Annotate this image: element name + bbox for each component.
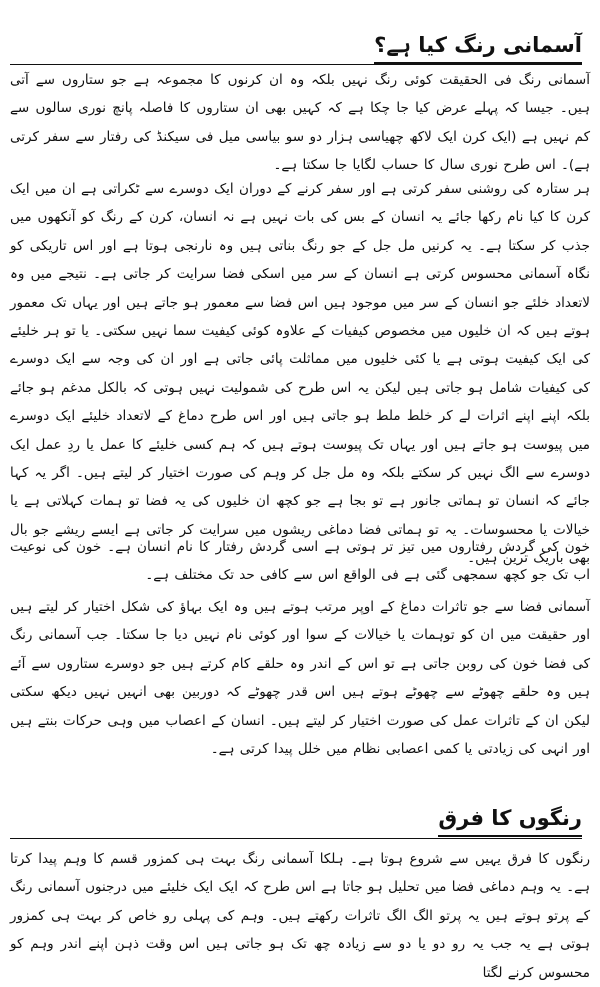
paragraph-3: خون کی گردش رفتاروں میں تیز تر ہوتی ہے اسی گردش رفتار کا نام انسان ہے۔ خون کی نوعیت اب تک جو کچھ سمجھی گئی ہے فی الواقع اس سے کافی حد تک مختلف ہے۔ xyxy=(10,539,590,584)
paragraph-4: آسمانی فضا سے جو تاثرات دماغ کے اوپر مرتب ہوتے ہیں وہ ایک بہاؤ کی شکل اختیار کر لیتے ہیں اور حقیقت میں ان کو توہمات یا خیالات کے سوا اور کوئی نام نہیں دیا جا سکتا۔ جب آسمانی رنگ کی فضا خون کی روبن جاتی ہے تو اس کے اندر وہ حلقے کام کرتے ہیں جو دوسرے ستاروں سے آئے ہیں وہ حلقے چھوٹے سے چھوٹے ہوتے ہیں اس قدر چھوٹے کہ دوربین بھی انہیں نہیں دیکھ سکتی لیکن ان کے تاثرات عمل کی صورت اختیار کر لیتے ہیں۔ انسان کے اعصاب میں وہی حرکات بنتے ہیں اور انہی کی زیادتی یا کمی اعصابی نظام میں خلل پیدا کرتی ہے۔ xyxy=(10,599,590,758)
section-heading-difference-of-colors: رنگوں کا فرق xyxy=(438,803,582,837)
heading-divider xyxy=(10,838,582,839)
paragraph-5: رنگوں کا فرق یہیں سے شروع ہوتا ہے۔ ہلکا آسمانی رنگ بہت ہی کمزور قسم کا وہم پیدا کرتا ہے۔ یہ وہم دماغی فضا میں تحلیل ہو جاتا ہے اس طرح کہ ایک ایک خلیئے میں درجنوں آسمانی رنگ کے پرتو ہوتے ہیں یہ پرتو الگ الگ تاثرات رکھتے ہیں۔ وہم کی پہلی رو خاص کر بہت ہی کمزور ہوتی ہے یہ جب یہ رو دو یا دو سے زیادہ چھ تک ہو جاتی ہیں اس وقت ذہن اپنے اندر وہم کو محسوس کرنے لگتا xyxy=(10,851,590,981)
paragraph-2: ہر ستارہ کی روشنی سفر کرتی ہے اور سفر کرنے کے دوران ایک دوسرے سے ٹکراتی ہے ان میں ایک کرن کا کیا نام رکھا جائے یہ انسان کے بس کی بات نہیں ہے نہ انسان، کرن کے رنگ کو آنکھوں میں جذب کر سکتا ہے۔ یہ کرنیں مل جل کے جو رنگ بناتی ہیں وہ نارنجی ہوتا ہے اور اس تاریکی کو نگاہ آسمانی محسوس کرتی ہے انسان کے سر میں اسکی فضا سرایت کر جاتی ہے۔ نتیجے میں وہ لاتعداد خلئے جو انسان کے سر میں موجود ہیں اس فضا سے معمور ہو جاتے ہیں اور یہاں تک معمور ہوتے ہیں کہ ان خلیوں میں مخصوص کیفیات کے علاوہ کوئی کیفیت سما نہیں سکتی۔ یا تو ہر خلیئے کی ایک کیفیت ہوتی ہے یا کئی خلیوں میں مماثلت پائی جاتی ہے اور ان کی وجہ سے ایک دوسرے کی کیفیات شامل ہو جاتی ہیں لیکن یہ اس طرح کی شمولیت نہیں ہوتی کہ بالکل مدغم ہو جائے بلکہ اپنے اپنے اثرات لے کر خلط ملط ہو جاتی ہیں اور اس طرح دماغ کے لاتعداد خلیئے ایک دوسرے میں پیوست ہو جاتے ہیں اور یہاں تک پیوست ہوتے ہیں کہ ہم کسی خلیئے کا عمل یا ردِ عمل ایک دوسرے سے الگ نہیں کر سکتے بلکہ وہ مل جل کر وہم کی صورت اختیار کر لیتے ہیں۔ اگر یہ کہا جائے کہ انسان تو ہماتی جانور ہے تو بجا ہے جو کچھ ان خلیوں کی یہ فضا تو ہمات کہلاتی ہے یا خیالات یا محسوسات۔ یہ تو ہماتی فضا دماغی ریشوں میں سرایت کر جاتی ہے ایسے ریشے جو بال بھی باریک ترین ہیں۔ xyxy=(10,181,590,567)
paragraph-1: آسمانی رنگ فی الحقیقت کوئی رنگ نہیں بلکہ وہ ان کرنوں کا مجموعہ ہے جو ستاروں سے آتی ہیں۔ جیسا کہ پہلے عرض کیا جا چکا ہے کہ کہیں بھی ان ستاروں کا فاصلہ پانچ نوری سالوں سے کم نہیں ہے (ایک کرن ایک لاکھ چھیاسی ہزار دو سو بیاسی میل فی سیکنڈ کی رفتار سے سفر کرتی ہے)۔ اس طرح نوری سال کا حساب لگایا جا سکتا ہے۔ xyxy=(10,72,590,174)
heading-divider xyxy=(10,64,582,65)
section-heading-what-is-sky-color: آسمانی رنگ کیا ہے؟ xyxy=(374,30,582,64)
